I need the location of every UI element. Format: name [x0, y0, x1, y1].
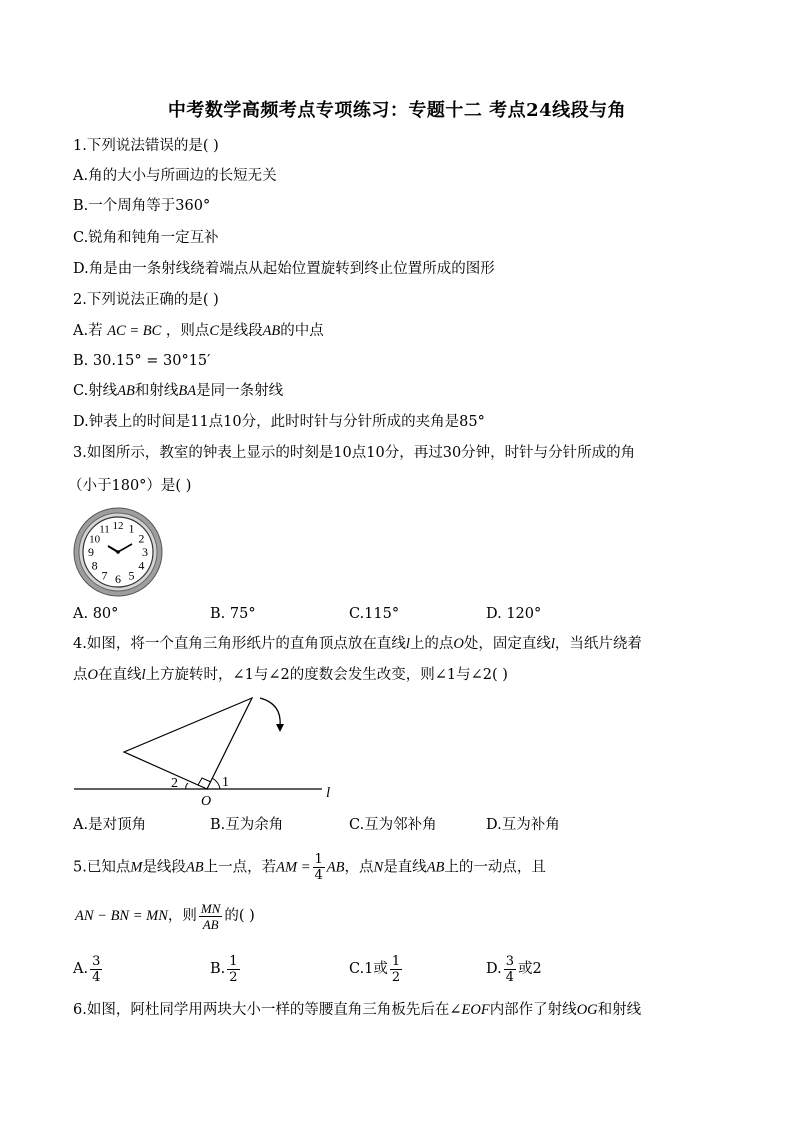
- q3-option-d: D. 120°: [486, 606, 542, 622]
- q4-s2a: 点: [73, 667, 88, 683]
- q5-b-frac: [227, 954, 239, 985]
- q1-stem: 1.下列说法错误的是( ): [73, 138, 219, 154]
- q1-option-d: D.角是由一条射线绕着端点从起始位置旋转到终止位置所成的图形: [73, 261, 495, 277]
- q4-option-a: A.是对顶角: [73, 817, 147, 833]
- q5-a-pre: A.: [73, 961, 89, 977]
- q5-point-n: N: [373, 859, 384, 876]
- q2-a-mid: ，则点: [165, 323, 210, 339]
- q3-option-a: A. 80°: [73, 606, 119, 622]
- q4-line-l2: l: [550, 636, 555, 652]
- clock-numeral: 11: [99, 523, 110, 536]
- q5-ratio: [199, 901, 223, 932]
- q5-d-post: 或2: [518, 961, 542, 977]
- q5-c-den: 2: [391, 969, 401, 985]
- q2-c-pre: C.射线: [73, 383, 118, 399]
- q4-point-o2: O: [87, 667, 98, 683]
- q5-b-num: 1: [229, 953, 238, 969]
- q5-d-frac: [504, 954, 516, 985]
- q5-frac-num: 1: [314, 852, 323, 867]
- q5-d-pre: D.: [486, 961, 502, 977]
- q5-option-c: [349, 952, 404, 986]
- q1-option-a: A.角的大小与所画边的长短无关: [73, 168, 277, 184]
- q4-line-l: l: [405, 636, 410, 652]
- q5-b-pre: B.: [210, 961, 226, 977]
- q2-stem: 2.下列说法正确的是( ): [73, 292, 219, 308]
- q4-stem-line1: [73, 634, 642, 654]
- q2-a-mid2: 是线段: [219, 323, 263, 339]
- q3-option-c: C.115°: [349, 606, 400, 622]
- q5-d-den: 4: [505, 969, 514, 985]
- q4-option-b: B.互为余角: [210, 817, 284, 833]
- q4-point-o: O: [453, 636, 464, 652]
- q2-option-b: B. 30.15° = 30°15′: [73, 353, 211, 369]
- q5-s2b: 的( ): [224, 908, 255, 924]
- q5-s1c: 上一点，若: [203, 859, 277, 876]
- q2-option-d: D.钟表上的时间是11点10分，此时时针与分针所成的夹角是85°: [73, 414, 485, 430]
- q6-sb: 内部作了射线: [489, 1002, 577, 1018]
- fig-label-angle-1: 1: [222, 775, 229, 790]
- clock-numeral: 7: [101, 568, 108, 583]
- q5-s1e: 是直线: [383, 859, 427, 876]
- q2-a-segment: AB: [262, 323, 281, 339]
- q5-s2a: ，则: [167, 908, 197, 924]
- q2-c-mid: 和射线: [134, 383, 179, 399]
- q5-option-a: [73, 952, 104, 986]
- q5-option-d: [486, 952, 542, 986]
- q5-c-pre: C.1或: [349, 961, 388, 977]
- q2-option-c: [73, 381, 283, 401]
- q5-d-num: 3: [505, 953, 514, 969]
- clock-figure: [72, 506, 164, 598]
- q4-option-c: C.互为邻补角: [349, 817, 437, 833]
- q2-c-ray-ba: BA: [178, 383, 197, 399]
- q5-option-b: [210, 952, 242, 986]
- q4-s1b: 上的点: [409, 636, 454, 652]
- q3-stem-line1: 3.如图所示，教室的钟表上显示的时刻是10点10分，再过30分钟，时针与分针所成的角: [73, 445, 636, 461]
- q6-sa: 6.如图，阿杜同学用两块大小一样的等腰直角三角板先后在: [73, 1002, 450, 1018]
- q6-sc: 和射线: [597, 1002, 642, 1018]
- clock-numeral: 1: [128, 521, 135, 536]
- q5-a-den: 4: [92, 969, 101, 985]
- q5-seg2: AB: [326, 859, 345, 876]
- q5-fraction: [313, 852, 325, 883]
- q5-stem-line2: [75, 899, 255, 933]
- q5-stem-line1: [73, 852, 546, 883]
- q2-a-pre: A.若: [73, 323, 103, 339]
- q2-a-point: C: [209, 323, 220, 339]
- q4-s1c: 处，固定直线: [463, 636, 551, 652]
- q4-option-d: D.互为补角: [486, 817, 560, 833]
- clock-numeral: 6: [115, 572, 121, 586]
- q5-a-frac: [90, 954, 102, 985]
- q4-s1d: ，当纸片绕着: [554, 636, 642, 652]
- q6-ray-og: OG: [576, 1002, 598, 1018]
- q4-line-l3: l: [141, 667, 146, 683]
- clock-numeral: 10: [89, 533, 101, 546]
- q3-stem-line2: （小于180°）是( ): [68, 478, 192, 494]
- page-title: 中考数学高频考点专项练习：专题十二 考点24线段与角: [167, 100, 627, 121]
- q4-s2c: 上方旋转时，∠1与∠2的度数会发生改变，则∠1与∠2( ): [145, 667, 508, 683]
- q5-s1a: 5.已知点: [73, 859, 131, 876]
- clock-numeral: 8: [91, 558, 98, 573]
- clock-numeral: 2: [138, 531, 145, 546]
- clock-numeral: 9: [88, 545, 94, 559]
- q2-c-post: 是同一条射线: [196, 383, 284, 399]
- q5-equation: AN − BN = MN: [75, 908, 168, 924]
- q5-a-num: 3: [92, 953, 101, 969]
- q5-c-frac: [390, 954, 402, 985]
- q5-seg3: AB: [426, 859, 445, 876]
- q2-c-ray-ab: AB: [117, 383, 135, 399]
- q3-option-b: B. 75°: [210, 606, 256, 622]
- q5-b-den: 2: [229, 969, 238, 985]
- q2-a-post: 的中点: [280, 323, 324, 339]
- q4-s1a: 4.如图，将一个直角三角形纸片的直角顶点放在直线: [73, 636, 406, 652]
- q5-seg1: AB: [185, 859, 204, 876]
- q5-s1d: ，点: [344, 859, 374, 876]
- clock-numeral: 3: [142, 545, 148, 559]
- q5-point-m: M: [130, 859, 143, 876]
- clock-numeral: 12: [112, 520, 124, 532]
- q5-frac-den: 4: [314, 868, 323, 883]
- q1-option-b: B.一个周角等于360°: [73, 198, 211, 214]
- fig-label-o: O: [201, 794, 212, 809]
- q4-stem-line2: [73, 665, 508, 685]
- q1-option-c: C.锐角和钝角一定互补: [73, 230, 219, 246]
- q4-s2b: 在直线: [97, 667, 142, 683]
- q5-c-num: 1: [391, 953, 401, 969]
- q2-option-a: [73, 321, 324, 341]
- clock-numeral: 4: [138, 558, 145, 573]
- fig-label-angle-2: 2: [171, 776, 178, 791]
- q6-angle: ∠EOF: [449, 1002, 490, 1018]
- q5-s1b: 是线段: [142, 859, 186, 876]
- q6-stem: [73, 1000, 641, 1020]
- triangle-figure: [70, 690, 350, 810]
- fig-label-l: l: [326, 785, 331, 801]
- q5-am: AM =: [276, 859, 311, 876]
- q5-ratio-den: AB: [202, 916, 219, 932]
- q2-a-equation: AC = BC: [107, 323, 162, 339]
- q5-s1f: 上的一动点，且: [444, 859, 546, 876]
- q5-ratio-num: MN: [200, 900, 221, 916]
- clock-numeral: 5: [128, 568, 135, 583]
